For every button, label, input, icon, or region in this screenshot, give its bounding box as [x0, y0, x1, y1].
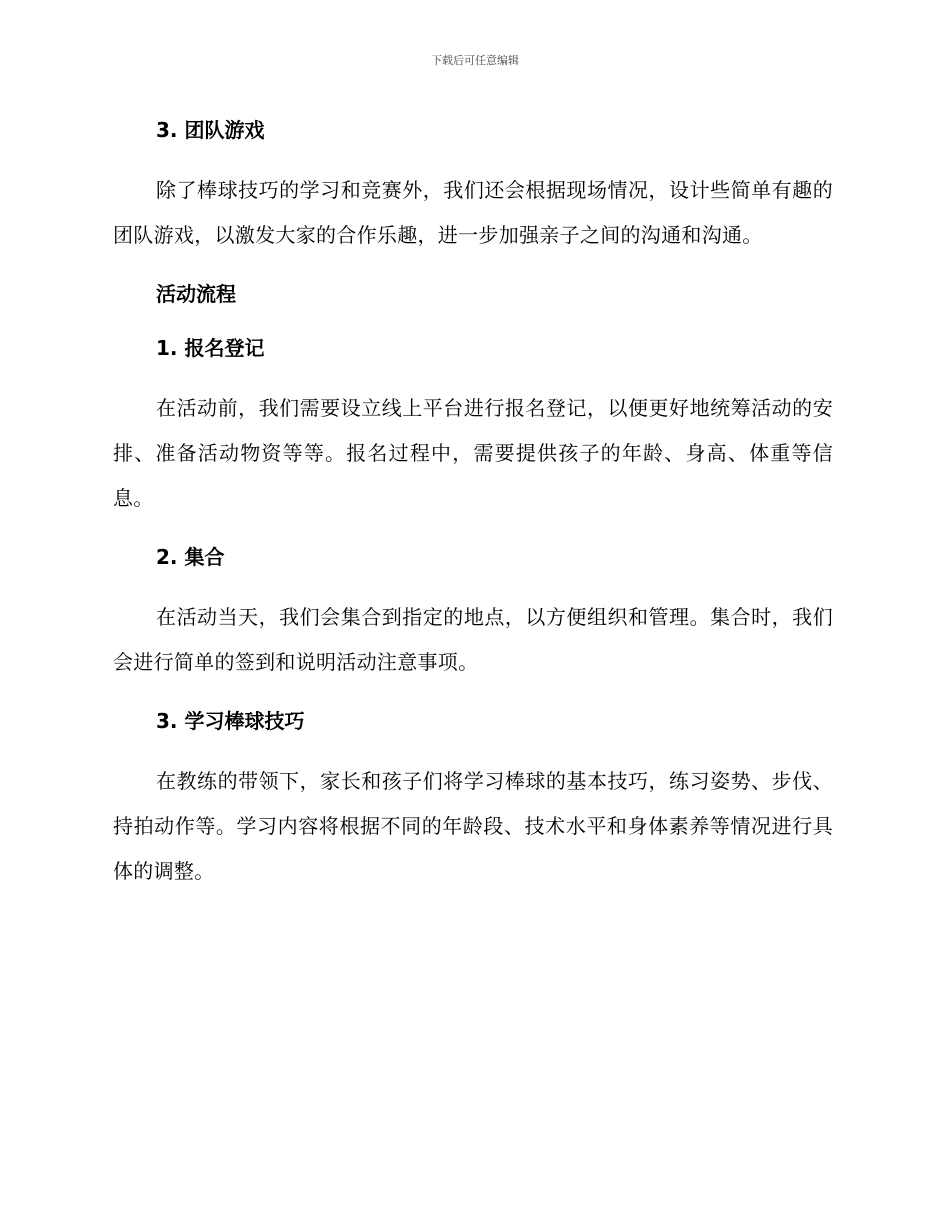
section-heading-registration: 1. 报名登记: [156, 336, 265, 360]
document-body: [113, 112, 833, 894]
section-paragraph-assembly: 在活动当天，我们会集合到指定的地点，以方便组织和管理。集合时，我们会进行简单的签到和说明活动注意事项。: [113, 605, 833, 674]
section-heading-assembly: 2. 集合: [156, 545, 225, 569]
section-heading-baseball-skills: 3. 学习棒球技巧: [156, 709, 305, 733]
section-heading-activity-flow: 活动流程: [156, 282, 236, 306]
section-heading-team-games: 3. 团队游戏: [156, 118, 265, 142]
section-paragraph-registration: 在活动前，我们需要设立线上平台进行报名登记，以便更好地统筹活动的安排、准备活动物资等等。报名过程中，需要提供孩子的年龄、身高、体重等信息。: [113, 396, 833, 510]
page-header: 下载后可任意编辑: [431, 54, 519, 67]
section-paragraph-baseball-skills: 在教练的带领下，家长和孩子们将学习棒球的基本技巧，练习姿势、步伐、持拍动作等。学习内容将根据不同的年龄段、技术水平和身体素养等情况进行具体的调整。: [113, 769, 833, 883]
section-paragraph-team-games: 除了棒球技巧的学习和竞赛外，我们还会根据现场情况，设计些简单有趣的团队游戏，以激发大家的合作乐趣，进一步加强亲子之间的沟通和沟通。: [113, 178, 833, 247]
